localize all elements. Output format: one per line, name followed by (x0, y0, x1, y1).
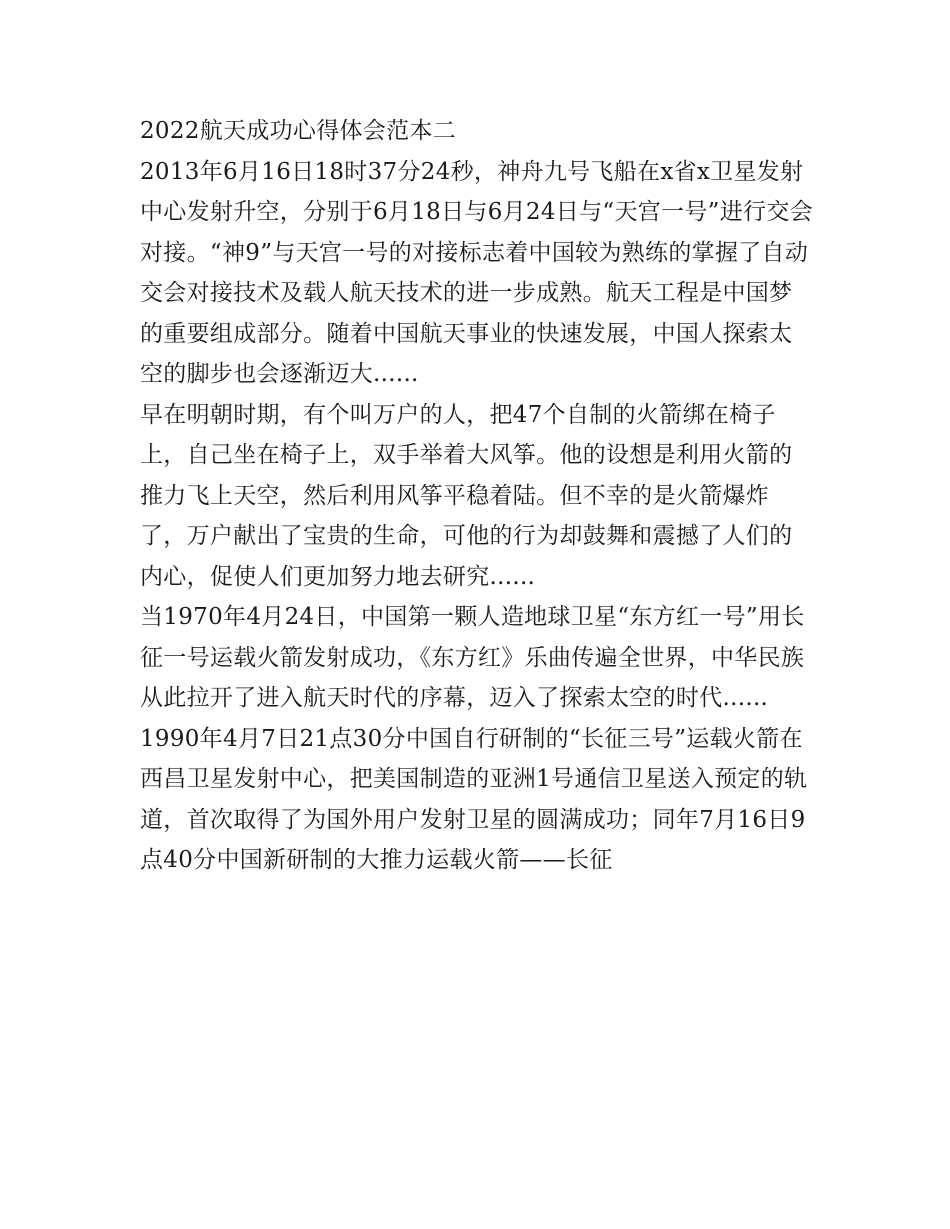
document-title: 2022航天成功心得体会范本二 (140, 118, 457, 144)
document-body (140, 111, 815, 881)
paragraph-long-march-three: 1990年4月7日21点30分中国自行研制的“长征三号”运载火箭在西昌卫星发射中心，把美国制造的亚洲1号通信卫星送入预定的轨道，首次取得了为国外用户发射卫星的圆满成功；同年7月16日9点40分中国新研制的大推力运载火箭——长征 (140, 725, 808, 873)
paragraph-dongfanghong-one: 当1970年4月24日，中国第一颗人造地球卫星“东方红一号”用长征一号运载火箭发射成功，《东方红》乐曲传遍全世界，中华民族从此拉开了进入航天时代的序幕，迈入了探索太空的时代...... (140, 604, 805, 711)
paragraph-wan-hu: 早在明朝时期，有个叫万户的人，把47个自制的火箭绑在椅子上，自己坐在椅子上，双手举着大风筝。他的设想是利用火箭的推力飞上天空，然后利用风筝平稳着陆。但不幸的是火箭爆炸了，万户献出了宝贵的生命，可他的行为却鼓舞和震撼了人们的内心，促使人们更加努力地去研究...... (140, 401, 793, 590)
paragraph-shenzhou-nine: 2013年6月16日18时37分24秒，神舟九号飞船在x省x卫星发射中心发射升空，分别于6月18日与6月24日与“天宫一号”进行交会对接。“神9”与天宫一号的对接标志着中国较为熟练的掌握了自动交会对接技术及载人航天技术的进一步成熟。航天工程是中国梦的重要组成部分。随着中国航天事业的快速发展，中国人探索太空的脚步也会逐渐迈大...... (140, 158, 813, 387)
